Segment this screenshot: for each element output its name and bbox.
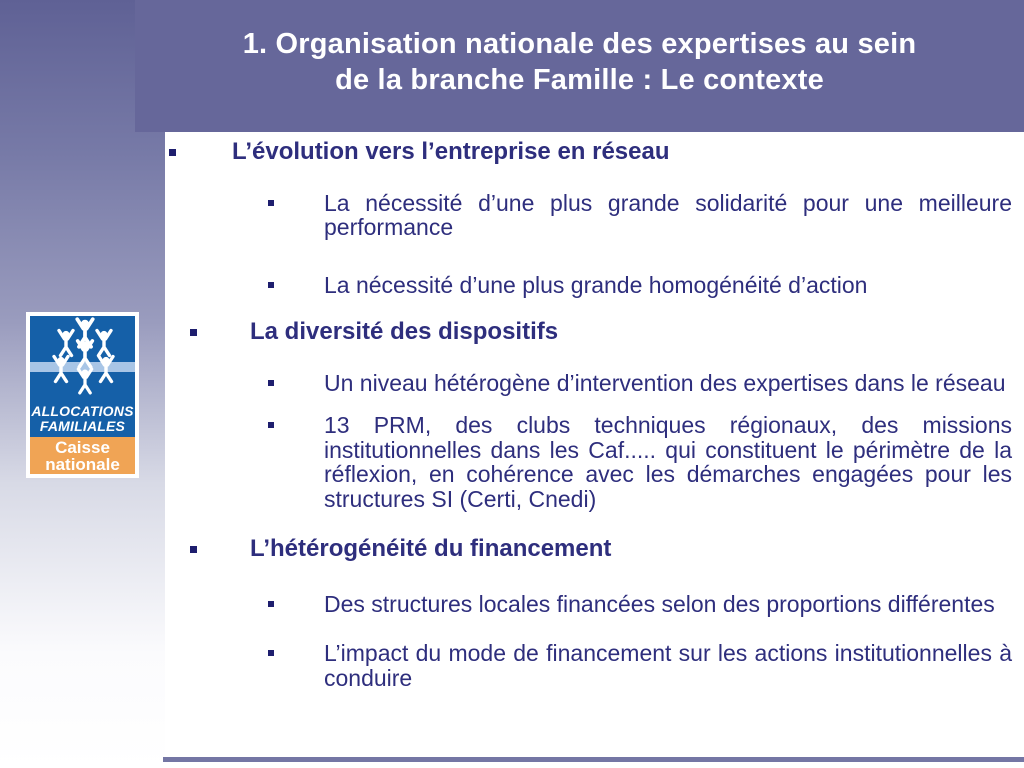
section-1-heading: L’évolution vers l’entreprise en réseau	[232, 138, 670, 165]
slide-body	[165, 132, 1024, 757]
section-1-heading-row	[165, 140, 1024, 165]
footer-divider	[163, 757, 1024, 762]
page-title-line1: 1. Organisation nationale des expertises au sein	[242, 28, 917, 60]
caf-logo-blue-panel	[30, 316, 135, 437]
section-1-item-1-row	[165, 191, 1024, 240]
section-3-item-2: L’impact du mode de financement sur les actions institutionnelles à conduire	[324, 640, 1012, 691]
bullet-square-icon	[268, 200, 274, 206]
logo-line-allocations: ALLOCATIONS	[31, 403, 134, 419]
section-2-item-1: Un niveau hétérogène d’intervention des expertises dans le réseau	[324, 369, 1006, 396]
section-1-item-2: La nécessité d’une plus grande homogénéité d’action	[324, 271, 868, 298]
section-3-heading: L’hétérogénéité du financement	[250, 535, 612, 562]
bullet-square-icon	[268, 601, 274, 607]
section-2-item-1-row	[165, 371, 1024, 396]
section-2-heading: La diversité des dispositifs	[250, 318, 559, 345]
logo-allocations-familiales-label	[30, 404, 135, 434]
logo-line-familiales: FAMILIALES	[39, 418, 126, 434]
logo-line-nationale: nationale	[45, 455, 120, 474]
bullet-square-icon	[268, 422, 274, 428]
caf-figures-icon	[30, 316, 135, 396]
section-2-item-2-row	[165, 413, 1024, 511]
bullet-square-icon	[268, 380, 274, 386]
section-3-item-1: Des structures locales financées selon des proportions différentes	[324, 590, 995, 617]
bullet-square-icon	[169, 149, 176, 156]
section-1-item-1: La nécessité d’une plus grande solidarité pour une meilleure performance	[324, 189, 1012, 240]
caf-logo-orange-panel	[30, 437, 135, 474]
caf-logo	[26, 312, 139, 478]
section-2-heading-row	[165, 320, 1024, 345]
bullet-square-icon	[268, 650, 274, 656]
bullet-square-icon	[268, 282, 274, 288]
slide-title-bar	[135, 0, 1024, 132]
section-1-item-2-row	[165, 273, 1024, 298]
page-title-line2: de la branche Famille : Le contexte	[335, 64, 824, 96]
bullet-square-icon	[190, 546, 197, 553]
bullet-square-icon	[190, 329, 197, 336]
section-3-item-1-row	[165, 592, 1024, 617]
section-3-heading-row	[165, 537, 1024, 562]
logo-line-caisse: Caisse	[55, 438, 110, 457]
section-2-item-2: 13 PRM, des clubs techniques régionaux, des missions institutionnelles dans les Caf..... qui constituent le périmètre de la réflexion, en cohérence avec les démarches engagées pour les structures SI (Certi, Cnedi)	[324, 412, 1012, 512]
section-3-item-2-row	[165, 641, 1024, 690]
